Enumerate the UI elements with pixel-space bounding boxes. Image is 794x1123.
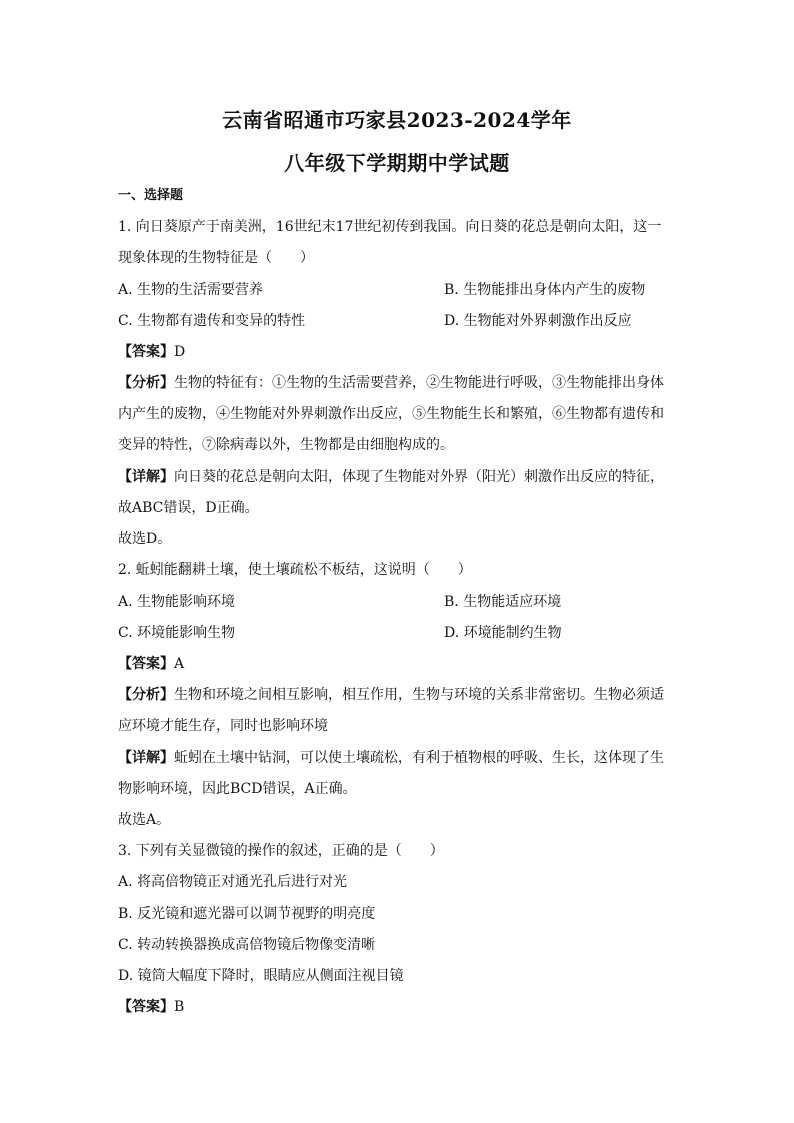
q1-answer-value: D [174,344,186,360]
q2-stem-line1: 2. 蚯蚓能翻耕土壤，使土壤疏松不板结，这说明（ ） [118,562,472,578]
q1-analysis-text1: 生物的特征有：①生物的生活需要营养，②生物能进行呼吸，③生物能排出身体 [174,375,664,391]
q3-option-b: B. 反光镜和遮光器可以调节视野的明亮度 [118,906,376,922]
q1-option-a: A. 生物的生活需要营养 [118,282,264,298]
q2-analysis-label: 【分析】 [118,687,174,703]
q2-analysis-text1: 生物和环境之间相互影响，相互作用，生物与环境的关系非常密切。生物必须适 [174,687,664,703]
q1-option-b: B. 生物能排出身体内产生的废物 [444,282,646,298]
q1-stem-line1: 1. 向日葵原产于南美洲，16世纪末17世纪初传到我国。向日葵的花总是朝向太阳，这一 [118,219,662,235]
q3-answer-label: 【答案】 [118,999,174,1015]
q2-option-d: D. 环境能制约生物 [444,625,562,641]
q2-answer-label: 【答案】 [118,656,174,672]
q1-detail-line1 [118,468,664,486]
q1-answer-label: 【答案】 [118,344,174,360]
document-title-line2: 八年级下学期期中学试题 [284,151,510,175]
q2-detail-line1 [118,749,664,767]
q2-analysis-line1 [118,686,664,704]
q2-option-a: A. 生物能影响环境 [118,594,236,610]
q2-detail-line2: 物影响环境，因此BCD错误，A正确。 [118,781,357,797]
q1-detail-label: 【详解】 [118,469,174,485]
q1-analysis-line2: 内产生的废物，④生物能对外界刺激作出反应，⑤生物能生长和繁殖，⑥生物都有遗传和 [118,406,664,422]
q1-detail-line2: 故ABC错误，D正确。 [118,500,259,516]
q2-conclusion: 故选A。 [118,812,171,828]
q2-analysis-line2: 应环境才能生存，同时也影响环境 [118,718,328,734]
q1-detail-text1: 向日葵的花总是朝向太阳，体现了生物能对外界（阳光）刺激作出反应的特征， [174,469,664,485]
section-heading: 一、选择题 [118,188,184,203]
q2-detail-label: 【详解】 [118,750,174,766]
q3-stem-line1: 3. 下列有关显微镜的操作的叙述，正确的是（ ） [118,843,444,859]
q1-conclusion: 故选D。 [118,531,172,547]
q2-detail-text1: 蚯蚓在土壤中钻洞，可以使土壤疏松，有利于植物根的呼吸、生长，这体现了生 [174,750,664,766]
q1-analysis-label: 【分析】 [118,375,174,391]
document-title-line1: 云南省昭通市巧家县2023-2024学年 [222,108,572,132]
q1-stem-line2: 现象体现的生物特征是（ ） [118,250,314,266]
q3-answer [118,998,184,1016]
q1-option-d: D. 生物能对外界刺激作出反应 [444,313,632,329]
q2-option-b: B. 生物能适应环境 [444,594,562,610]
q1-option-c: C. 生物都有遗传和变异的特性 [118,313,306,329]
q1-answer [118,343,185,361]
q2-answer-value: A [174,656,185,672]
q3-option-a: A. 将高倍物镜正对通光孔后进行对光 [118,874,348,890]
q3-option-c: C. 转动转换器换成高倍物镜后物像变清晰 [118,937,376,953]
q1-analysis-line1 [118,374,664,392]
q2-answer [118,655,184,673]
q3-answer-value: B [174,999,185,1015]
q1-analysis-line3: 变异的特性，⑦除病毒以外，生物都是由细胞构成的。 [118,437,454,453]
q2-option-c: C. 环境能影响生物 [118,625,236,641]
q3-option-d: D. 镜筒大幅度下降时，眼睛应从侧面注视目镜 [118,968,404,984]
